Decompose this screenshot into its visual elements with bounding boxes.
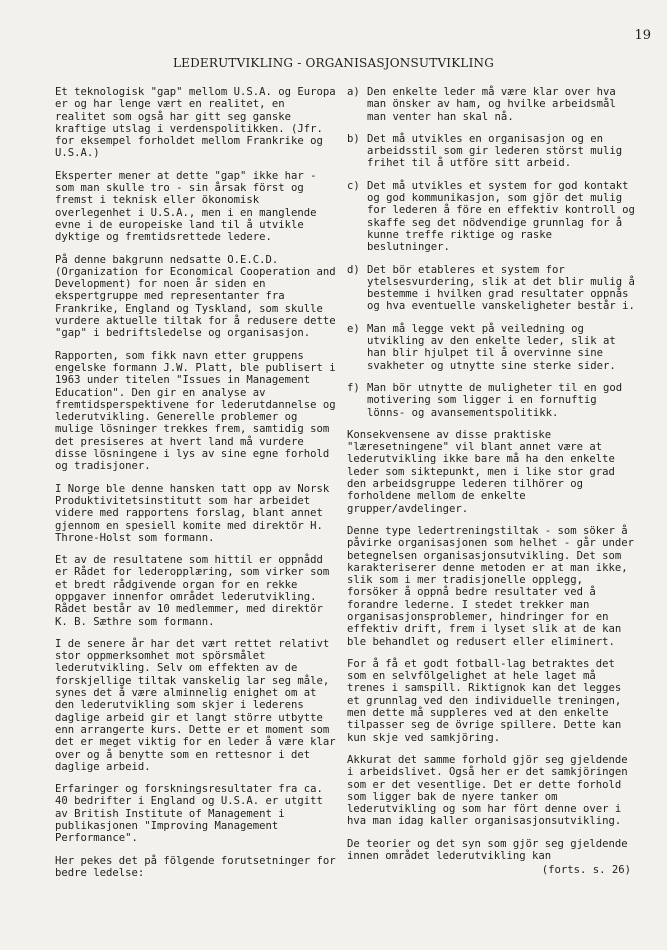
list-item-text: Det bör etableres et system for ytelsesvurdering, slik at det blir mulig å bestemme i hvilken grad resultater oppnås og hva eventuelle vanskeligheter består i. — [367, 263, 635, 313]
paragraph: Et teknologisk "gap" mellom U.S.A. og Europa er og har lenge vært en realitet, en realitet som også har gitt seg ganske kraftige utslag i verdenspolitikken. (Jfr. for eksempel forholdet mellom Frankrike og U.S.A.) — [55, 86, 336, 160]
list-item — [347, 133, 637, 170]
paragraph: På denne bakgrunn nedsatte O.E.C.D. (Organization for Economical Cooperation and Development) for noen år siden en ekspertgruppe med representanter fra Frankrike, England og Tyskland, som skulle vurdere aktuelle tiltak for å redusere dette "gap" i bedriftsledelse og organisasjon. — [55, 253, 336, 340]
list-item — [347, 323, 637, 372]
right-column — [347, 86, 637, 877]
list-item-text: Man må legge vekt på veiledning og utvikling av den enkelte leder, slik at han blir hjulpet til å overvinne sine svakheter og utnytte sine sterke sider. — [367, 322, 616, 372]
paragraph: Denne type ledertreningstiltak - som söker å påvirke organisasjonen som helhet - går under betegnelsen organisasjonsutvikling. Det som karakteriserer denne metoden er at man ikke, slik som i mer tradisjonelle opplegg, forsöker å oppnå bedre resultater ved å forandre lederne. I stedet trekker man organisasjonsproblemer, hindringer for en effektiv drift, frem i lyset slik at de kan ble behandlet og redusert eller eliminert. — [347, 524, 635, 648]
paragraph: Erfaringer og forskningsresultater fra ca. 40 bedrifter i England og U.S.A. er utgitt av British Institute of Management i publikasjonen "Improving Management Performance". — [55, 783, 323, 845]
continuation-note: (forts. s. 26) — [541, 864, 631, 877]
paragraph: Akkurat det samme forhold gjör seg gjeldende i arbeidslivet. Også her er det samkjöringen som er det vesentlige. Det er dette forhold som ligger bak de nyere tanker om lederutvikling og som har fört denne over i hva man idag kaller organisasjonsutvikling. — [347, 753, 628, 828]
paragraph: I de senere år har det vært rettet relativt stor oppmerksomhet mot spörsmålet lederutvikling. Selv om effekten av de forskjellige tiltak vanskelig lar seg måle, synes det å være alminnelig enighet om at den lederutvikling som skjer i lederens daglige arbeid gir et langt större utbytte enn arrangerte kurs. Dette er et moment som det er meget viktig for en leder å være klar over og å benytte som en rettesnor i det daglige arbeid. — [55, 637, 336, 773]
paragraph: Eksperter mener at dette "gap" ikke har - som man skulle tro - sin årsak först og fremst i teknisk eller ökonomisk overlegenhet i U.S.A., men i en manglende evne i de europeiske land til å utvikle dyktige og fremtidsrettede ledere. — [55, 169, 317, 244]
list-item-letter: a) — [347, 86, 360, 98]
list-item-letter: e) — [347, 322, 360, 335]
list-item-text: Det må utvikles en organisasjon og en arbeidsstil som gir lederen störst mulig frihet til å utföre sitt arbeid. — [367, 132, 623, 170]
page-number: 19 — [634, 28, 651, 43]
paragraph: Et av de resultatene som hittil er oppnådd er Rådet for lederopplæring, som virker som et bredt rådgivende organ for en rekke oppgaver innenfor området lederutvikling. Rådet består av 10 medlemmer, med direktör K. B. Sæthre som formann. — [55, 554, 330, 628]
list-item — [347, 86, 637, 123]
list-item-letter: d) — [347, 263, 360, 276]
paragraph: De teorier og det syn som gjör seg gjeldende innen området lederutvikling kan — [347, 837, 628, 863]
list-item-text: Det må utvikles et system for god kontakt og god kommunikasjon, som gjör det mulig for lederen å före en effektiv kontroll og skaffe seg det nödvendige grunnlag for å kunne treffe riktige og raske beslutninger. — [367, 179, 635, 254]
paragraph: Her pekes det på fölgende forutsetninger for bedre ledelse: — [55, 854, 336, 879]
paragraph: Rapporten, som fikk navn etter gruppens engelske formann J.W. Platt, ble publisert i 1963 under titelen "Issues in Management Education". Den gir en analyse av fremtidsperspektivene for lederutdannelse og lederutvikling. Generelle problemer og mulige lösninger trekkes frem, samtidig som det presiseres at hvert land må vurdere disse lösningene i lys av sine egne forhold og tradisjoner. — [55, 349, 336, 473]
list-item-letter: c) — [347, 179, 360, 192]
paragraph: For å få et godt fotball-lag betraktes det som en selvfölgelighet at hele laget må trenes i samspill. Riktignok kan det legges et grunnlag ved den individuelle treningen, men dette må suppleres ved at den enkelte tilpasser seg de övrige spillere. Dette kan kun skje ved samkjöring. — [347, 657, 622, 744]
list-item-text: Den enkelte leder må være klar over hva man önsker av ham, og hvilke arbeidsmål man venter han skal nå. — [367, 86, 616, 123]
left-column — [55, 86, 338, 889]
list-item-text: Man bör utnytte de muligheter til en god motivering som ligger i en fornuftig lönns- og avansementspolitikk. — [367, 381, 623, 419]
paragraph: Konsekvensene av disse praktiske "læresetningene" vil blant annet være at lederutvikling ikke bare må ha den enkelte leder som siktepunkt, men i like stor grad den arbeidsgruppe lederen tilhörer og forholdene mellom de enkelte grupper/avdelinger. — [347, 428, 615, 515]
list-item — [347, 264, 637, 313]
page-header: LEDERUTVIKLING - ORGANISASJONSUTVIKLING — [172, 56, 495, 70]
list-item-letter: b) — [347, 132, 360, 145]
list-item — [347, 180, 637, 254]
paragraph: I Norge ble denne hansken tatt opp av Norsk Produktivitetsinstitutt som har arbeidet videre med rapportens forslag, blant annet gjennom en spesiell komite med direktör H. Throne-Holst som formann. — [55, 482, 330, 544]
list-item-letter: f) — [347, 381, 360, 394]
list-item — [347, 382, 637, 419]
